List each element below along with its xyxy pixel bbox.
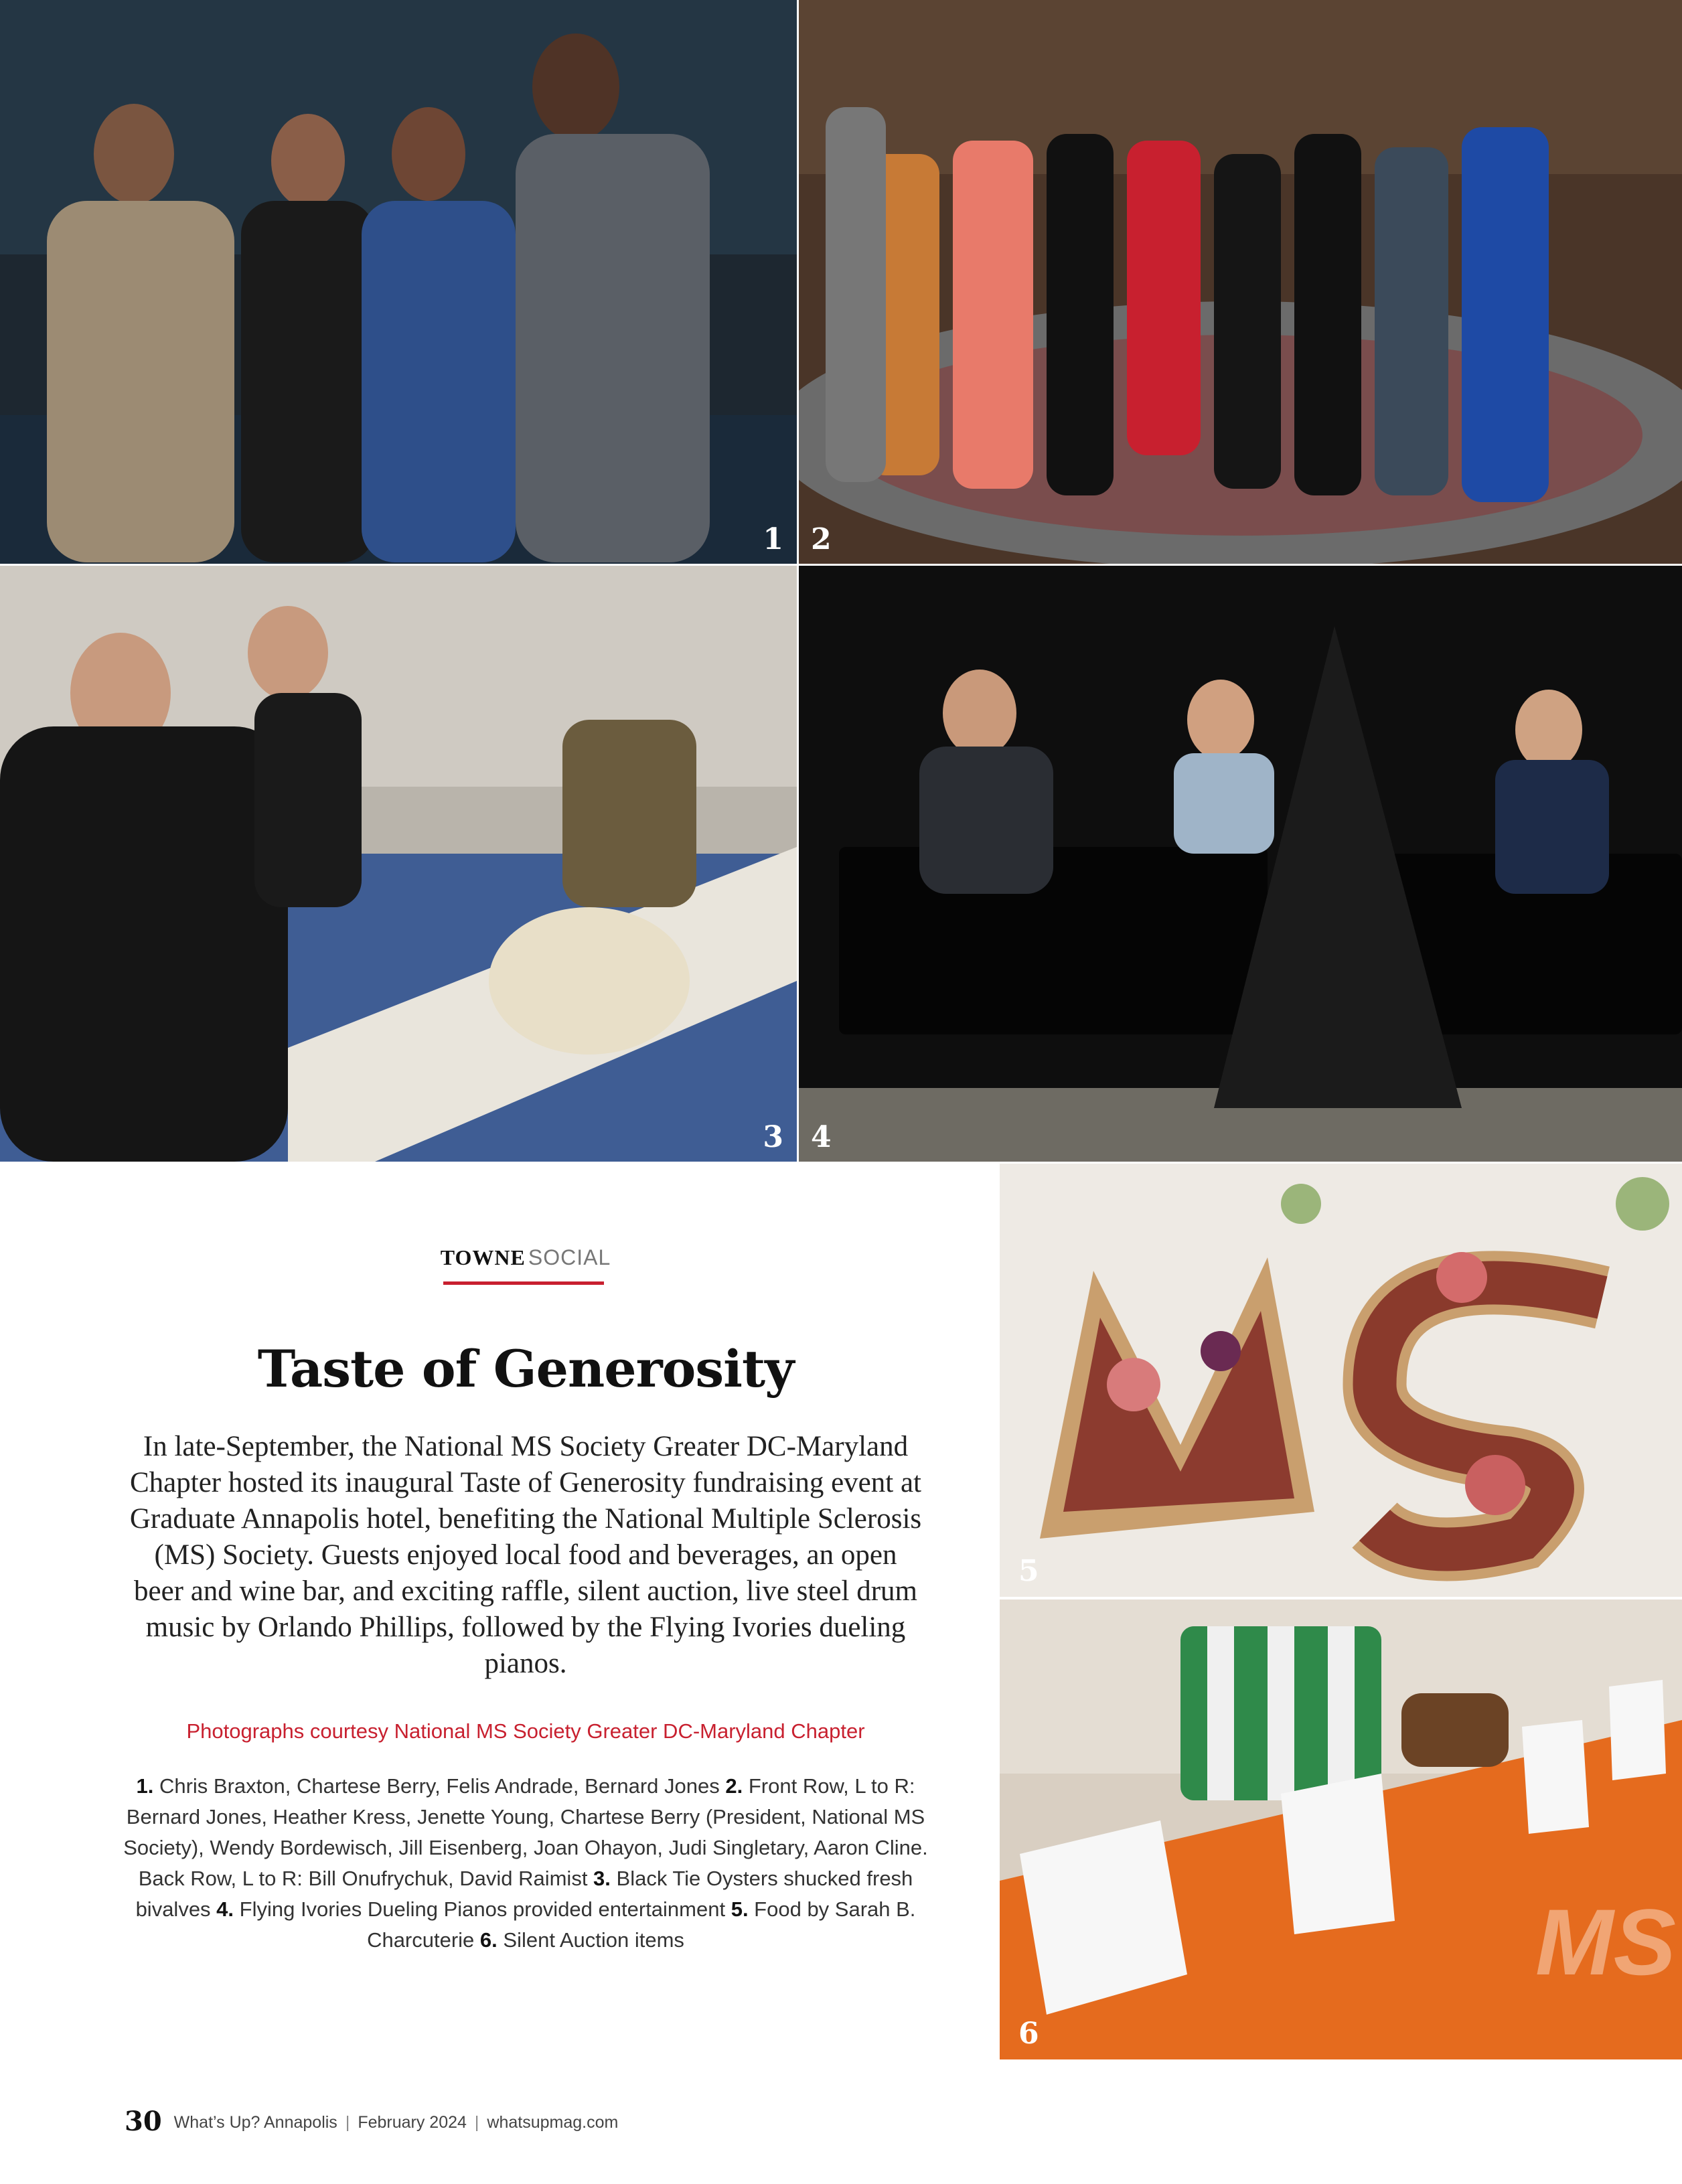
- svg-text:MS: MS: [1535, 1889, 1676, 1995]
- caption-text: Food by Sarah B. Charcuterie: [367, 1897, 916, 1952]
- photo-number: 4: [811, 1120, 832, 1154]
- caption-num: 5.: [731, 1897, 749, 1921]
- caption-text: Silent Auction items: [497, 1928, 684, 1952]
- photo-number: 5: [1018, 1554, 1039, 1588]
- photo-2-group: [799, 0, 1682, 564]
- caption-num: 3.: [593, 1867, 611, 1890]
- photo-1-image: [0, 0, 797, 564]
- photo-5-charcuterie: [1000, 1164, 1682, 1597]
- photo-6-image: [1000, 1600, 1682, 2059]
- page-footer: [125, 2106, 618, 2137]
- publication-name: What’s Up? Annapolis: [173, 2113, 337, 2132]
- caption-text: Front Row, L to R: Bernard Jones, Heather Kress, Jenette Young, Chartese Berry (President, National MS Society), Wendy Bordewisch, Jill Eisenberg, Joan Ohayon, Judi Singletary, Aaron Cline. Back Row, L to R: Bill Onufrychuk, David Raimist: [123, 1774, 928, 1890]
- caption-num: 4.: [216, 1897, 234, 1921]
- footer-separator: |: [345, 2113, 350, 2132]
- photo-4-image: [799, 566, 1682, 1162]
- photo-number: 1: [763, 522, 783, 556]
- photo-6-auction: [1000, 1600, 1682, 2059]
- footer-separator: |: [474, 2113, 479, 2132]
- photo-number: 2: [811, 522, 832, 556]
- website-link[interactable]: whatsupmag.com: [487, 2113, 619, 2132]
- caption-text: Flying Ivories Dueling Pianos provided entertainment: [234, 1897, 731, 1921]
- caption-text: Black Tie Oysters shucked fresh bivalves: [135, 1867, 913, 1921]
- kicker-underline: [443, 1281, 604, 1285]
- page-number: 30: [125, 2106, 162, 2137]
- photo-3-image: [0, 566, 797, 1162]
- caption-text: Chris Braxton, Chartese Berry, Felis Andrade, Bernard Jones: [153, 1774, 726, 1798]
- photo-2-image: [799, 0, 1682, 564]
- article-title: Taste of Generosity: [257, 1339, 794, 1399]
- issue-date: February 2024: [358, 2113, 467, 2132]
- kicker-light: SOCIAL: [528, 1245, 611, 1269]
- photo-captions: [121, 1771, 931, 1956]
- photo-number: 3: [763, 1120, 783, 1154]
- photo-credit: Photographs courtesy National MS Society Greater DC-Maryland Chapter: [186, 1719, 865, 1743]
- photo-1-guests: [0, 0, 797, 564]
- photo-3-oysters: [0, 566, 797, 1162]
- caption-num: 6.: [479, 1928, 498, 1952]
- caption-num: 2.: [725, 1774, 743, 1798]
- photo-4-pianos: [799, 566, 1682, 1162]
- section-kicker: [375, 1245, 676, 1270]
- kicker-bold: TOWNE: [440, 1245, 526, 1269]
- caption-num: 1.: [136, 1774, 154, 1798]
- article-lede: In late-September, the National MS Society Greater DC-Maryland Chapter hosted its inaugural Taste of Generosity fundraising event at Graduate Annapolis hotel, benefiting the National Multiple Sclerosis (MS) Society. Guests enjoyed local food and beverages, an open beer and wine bar, and exciting raffle, silent auction, live steel drum music by Orlando Phillips, followed by the Flying Ivories dueling pianos.: [129, 1431, 922, 1679]
- photo-number: 6: [1018, 2017, 1039, 2051]
- photo-5-image: [1000, 1164, 1682, 1597]
